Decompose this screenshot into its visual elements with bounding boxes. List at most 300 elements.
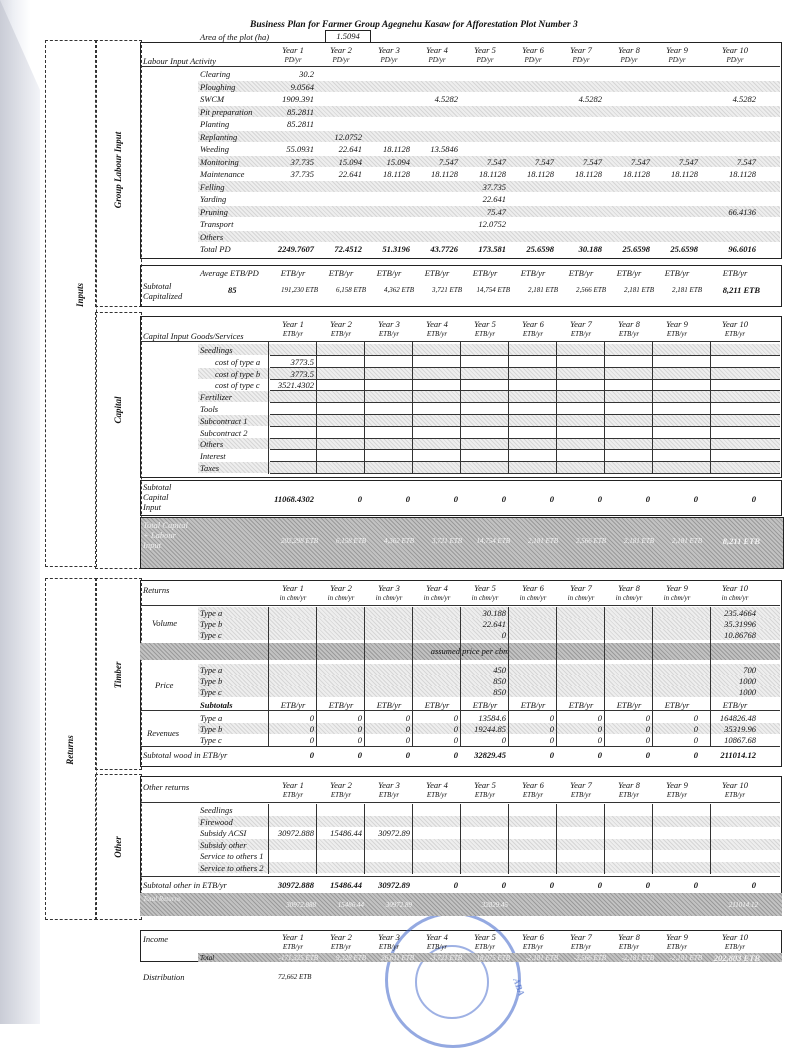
other-subtotal-cell: 0 (645, 880, 650, 890)
price-label: Price (155, 680, 174, 690)
price-y10-cell: 1000 (739, 687, 756, 697)
labour-activity-label: Replanting (200, 131, 238, 142)
wood-subtotal-cell: 0 (645, 750, 650, 760)
other-subtotal-label: Subtotal other in ETB/yr (143, 880, 227, 890)
labour-cell: 7.547 (438, 156, 458, 167)
labour-subtotal-cell: 2,181 ETB (672, 286, 702, 294)
total-input-cell: 2,181 ETB (624, 537, 654, 545)
labour-cell: 7.547 (678, 156, 698, 167)
other-grid-col (412, 804, 413, 874)
volume-label: Volume (152, 618, 178, 628)
income-unit-header: ETB/yr (282, 943, 304, 951)
timber-grid-col (652, 607, 653, 747)
total-returns-cell: 30972.888 (286, 901, 316, 909)
timber-etb-unit: ETB/yr (328, 700, 354, 710)
income-total-cell: 18,075 ETB (476, 954, 510, 962)
income-total-cell: -2,566 ETB (573, 954, 606, 962)
revenues-label: Revenues (147, 728, 180, 738)
timber-header: Returns (143, 585, 170, 595)
timber-header-divider (140, 605, 780, 606)
capital-subtotal-cell: 0 (597, 494, 602, 504)
capital-grid-line (270, 390, 780, 391)
revenue-cell: 0 (645, 724, 650, 734)
volume-type-label: Type c (200, 630, 222, 640)
labour-unit-header: PD/yr (284, 56, 302, 64)
labour-cell: 18.1128 (479, 169, 506, 179)
labour-cell: 85.2811 (287, 119, 314, 129)
total-returns-cell: 211014.12 (728, 901, 758, 909)
labour-cell: 18.1128 (383, 169, 410, 179)
subsidy-cell: 15486.44 (330, 828, 362, 838)
income-year-header: Year 4 (426, 932, 448, 942)
total-input-cell: 3,721 ETB (432, 537, 462, 545)
revenue-type-label: Type a (200, 713, 223, 723)
capital-subtotal-cell: 0 (357, 494, 362, 504)
other-grid-col (460, 804, 461, 874)
other-subtotal-cell: 0 (597, 880, 602, 890)
labour-cell: 12.0752 (478, 219, 506, 229)
labour-cell: 37.735 (290, 169, 314, 179)
timber-etb-unit: ETB/yr (616, 700, 642, 710)
labour-cell: 25.6598 (526, 244, 554, 254)
timber-grid-col (412, 607, 413, 747)
timber-unit-header: in cbm/yr (663, 594, 691, 602)
labour-cell: 4.5282 (434, 94, 458, 104)
income-year-header: Year 8 (618, 932, 640, 942)
labour-etb-unit: ETB/yr (520, 268, 546, 278)
labour-year-header: Year 9 (666, 45, 688, 55)
labour-subtotal-cell: 191,230 ETB (281, 286, 318, 294)
capital-subtotal-cell: 0 (693, 494, 698, 504)
revenue-type-label: Type c (200, 735, 222, 745)
labour-cell: 4.5282 (578, 94, 602, 104)
labour-cell: 7.547 (630, 156, 650, 167)
total-input-cell: 2,566 ETB (576, 537, 606, 545)
capital-item-label: Subcontract 1 (200, 415, 248, 426)
income-unit-header: ETB/yr (618, 943, 640, 951)
capital-unit-header: ETB/yr (426, 330, 448, 338)
other-unit-header: ETB/yr (618, 791, 640, 799)
revenue-cell: 35319.96 (724, 724, 756, 734)
revenue-cell: 10867.68 (724, 735, 756, 745)
labour-cell: 96.6016 (728, 244, 756, 254)
timber-grid-col (604, 607, 605, 747)
timber-grid-col (556, 607, 557, 747)
labour-cell: 72.4512 (334, 244, 362, 254)
labour-activity-label: Pruning (200, 206, 228, 217)
timber-year-header: Year 10 (722, 583, 748, 593)
timber-etb-unit: ETB/yr (424, 700, 450, 710)
wood-subtotal-cell: 0 (597, 750, 602, 760)
labour-etb-unit: ETB/yr (568, 268, 594, 278)
average-value: 85 (228, 285, 237, 295)
capital-year-header: Year 7 (570, 319, 592, 329)
seedling-cost-cell: 3773.5 (290, 356, 314, 367)
total-input-cell: 202,298 ETB (281, 537, 318, 545)
total-returns-cell: 30972.89 (385, 901, 412, 909)
labour-unit-header: PD/yr (572, 56, 590, 64)
total-input-cell: 4,362 ETB (384, 537, 414, 545)
labour-subtotal-label: Subtotal Capitalized (143, 281, 183, 301)
income-year-header: Year 5 (474, 932, 496, 942)
other-item-label: Service to others 1 (200, 851, 264, 861)
income-year-header: Year 7 (570, 932, 592, 942)
inputs-frame (45, 40, 97, 567)
page-title: Business Plan for Farmer Group Agegnehu Kasaw for Afforestation Plot Number 3 (250, 20, 578, 30)
labour-cell: 18.1128 (671, 169, 698, 179)
page-fold-shadow (0, 0, 40, 1024)
other-sub-divider (140, 876, 780, 877)
labour-cell: 173.581 (478, 244, 506, 254)
labour-unit-header: PD/yr (524, 56, 542, 64)
subtotals-label: Subtotals (200, 700, 233, 710)
subsidy-cell: 30972.888 (277, 828, 314, 838)
other-item-label: Service to others 2 (200, 862, 264, 873)
average-label: Average ETB/PD (200, 268, 259, 278)
other-label: Other (113, 836, 123, 858)
revenue-cell: 0 (645, 735, 650, 745)
labour-row-band (198, 131, 780, 142)
capital-row-band (198, 391, 780, 402)
timber-etb-unit: ETB/yr (722, 700, 748, 710)
capital-unit-header: ETB/yr (618, 330, 640, 338)
capital-grid-col (268, 342, 269, 474)
returns-label: Returns (65, 735, 75, 765)
capital-row-band (198, 438, 780, 449)
labour-year-header: Year 4 (426, 45, 448, 55)
other-year-header: Year 1 (282, 780, 304, 790)
timber-etb-unit: ETB/yr (568, 700, 594, 710)
assumed-price-note: assumed price per cbm (430, 646, 510, 656)
income-total-cell: 26,611 ETB (381, 954, 414, 962)
total-input-cell: 8,211 ETB (722, 536, 760, 546)
income-unit-header: ETB/yr (330, 943, 352, 951)
revenue-cell: 19244.85 (474, 724, 506, 734)
other-subtotal-cell: 30972.888 (277, 880, 314, 890)
capital-row-band (198, 462, 780, 473)
subsidy-cell: 30972.89 (378, 828, 410, 838)
other-unit-header: ETB/yr (666, 791, 688, 799)
capital-grid-line (270, 379, 780, 380)
labour-cell: 13.5846 (430, 144, 458, 154)
labour-cell: 18.1128 (729, 169, 756, 179)
labour-etb-unit: ETB/yr (616, 268, 642, 278)
revenue-cell: 0 (453, 724, 458, 734)
revenue-cell: 0 (693, 724, 698, 734)
other-unit-header: ETB/yr (474, 791, 496, 799)
other-grid-col (268, 804, 269, 874)
revenue-cell: 0 (693, 713, 698, 723)
revenue-cell: 0 (597, 724, 602, 734)
capital-item-label: cost of type b (215, 368, 261, 379)
labour-header: Labour Input Activity (143, 56, 217, 66)
income-total-cell: -2,181 ETB (621, 954, 654, 962)
labour-year-header: Year 1 (282, 45, 304, 55)
timber-year-header: Year 6 (522, 583, 544, 593)
capital-year-header: Year 10 (722, 319, 748, 329)
timber-grid-col (508, 607, 509, 747)
capital-unit-header: ETB/yr (570, 330, 592, 338)
labour-etb-unit: ETB/yr (472, 268, 498, 278)
capital-grid-col (508, 342, 509, 474)
total-returns-label: Total Returns (143, 895, 181, 903)
labour-cell: 18.1128 (527, 169, 554, 179)
labour-cell: 22.641 (338, 144, 362, 154)
income-total-cell: -2,181 ETB (669, 954, 702, 962)
capital-item-label: cost of type a (215, 356, 261, 367)
volume-y5-cell: 0 (501, 630, 506, 640)
group-labour-label: Group Labour Input (113, 131, 123, 209)
income-total-cell: -2,181 ETB (525, 954, 558, 962)
income-total-cell: 9,328 ETB (336, 954, 366, 962)
labour-cell: 18.1128 (383, 144, 410, 154)
labour-year-header: Year 7 (570, 45, 592, 55)
labour-unit-header: PD/yr (476, 56, 494, 64)
labour-subtotal-cell: 2,181 ETB (624, 286, 654, 294)
price-y10-cell: 700 (743, 665, 756, 675)
timber-grid-col (316, 607, 317, 747)
income-year-header: Year 3 (378, 932, 400, 942)
revenue-cell: 0 (405, 735, 410, 745)
capital-year-header: Year 9 (666, 319, 688, 329)
income-total-label: Total (200, 954, 215, 962)
income-year-header: Year 9 (666, 932, 688, 942)
other-subtotal-cell: 0 (549, 880, 554, 890)
wood-subtotal-cell: 0 (453, 750, 458, 760)
timber-unit-header: in cbm/yr (423, 594, 451, 602)
other-row-band (198, 816, 780, 827)
timber-year-header: Year 2 (330, 583, 352, 593)
capital-grid-col (556, 342, 557, 474)
revenue-cell: 164826.48 (719, 713, 756, 723)
timber-unit-header: in cbm/yr (615, 594, 643, 602)
labour-activity-label: Weeding (200, 144, 229, 154)
wood-subtotal-cell: 211014.12 (720, 750, 756, 760)
wood-subtotal-cell: 0 (357, 750, 362, 760)
revenue-cell: 0 (453, 735, 458, 745)
revenue-cell: 0 (357, 724, 362, 734)
revenue-cell: 0 (645, 713, 650, 723)
capital-unit-header: ETB/yr (522, 330, 544, 338)
labour-subtotal-cell: 3,721 ETB (432, 286, 462, 294)
revenue-cell: 13584.6 (478, 713, 506, 723)
labour-cell: 4.5282 (732, 94, 756, 104)
capital-row-band (198, 415, 780, 426)
capital-grid-col (364, 342, 365, 474)
timber-year-header: Year 7 (570, 583, 592, 593)
total-input-cell: 2,181 ETB (528, 537, 558, 545)
inputs-label: Inputs (75, 282, 85, 308)
other-year-header: Year 2 (330, 780, 352, 790)
capital-grid-col (460, 342, 461, 474)
price-y5-cell: 850 (493, 676, 506, 686)
capital-unit-header: ETB/yr (474, 330, 496, 338)
labour-cell: 75.47 (486, 206, 506, 217)
income-year-header: Year 2 (330, 932, 352, 942)
other-unit-header: ETB/yr (282, 791, 304, 799)
capital-grid-col (412, 342, 413, 474)
labour-cell: 51.3196 (382, 244, 410, 254)
capital-subtotal-cell: 0 (405, 494, 410, 504)
other-item-label: Seedlings (200, 805, 233, 815)
labour-cell: 7.547 (582, 156, 602, 167)
labour-unit-header: PD/yr (428, 56, 446, 64)
labour-activity-label: Pit preparation (200, 106, 253, 117)
wood-subtotal-cell: 0 (693, 750, 698, 760)
capital-subtotal-cell: 0 (645, 494, 650, 504)
revenue-cell: 0 (597, 713, 602, 723)
wood-subtotal-cell: 0 (549, 750, 554, 760)
capital-item-label: cost of type c (215, 380, 260, 391)
labour-activity-label: Ploughing (200, 81, 236, 92)
timber-grid-col (460, 607, 461, 747)
capital-subtotal-cell: 0 (501, 494, 506, 504)
capital-year-header: Year 4 (426, 319, 448, 329)
timber-unit-header: in cbm/yr (567, 594, 595, 602)
income-unit-header: ETB/yr (474, 943, 496, 951)
other-subtotal-cell: 15486.44 (330, 880, 362, 890)
other-subtotal-cell: 0 (453, 880, 458, 890)
other-unit-header: ETB/yr (724, 791, 746, 799)
labour-subtotal-cell: 2,181 ETB (528, 286, 558, 294)
labour-activity-label: Monitoring (200, 156, 239, 167)
labour-cell: 7.547 (534, 156, 554, 167)
price-y5-cell: 450 (493, 665, 506, 675)
other-item-label: Firewood (200, 816, 233, 827)
other-grid-col (364, 804, 365, 874)
other-grid-col (710, 804, 711, 874)
capital-grid-line (270, 449, 780, 450)
labour-year-header: Year 6 (522, 45, 544, 55)
capital-grid-line (270, 367, 780, 368)
revenue-cell: 0 (501, 735, 506, 745)
labour-cell: 7.547 (736, 156, 756, 167)
other-unit-header: ETB/yr (570, 791, 592, 799)
other-subtotal-cell: 0 (693, 880, 698, 890)
capital-grid-line (270, 402, 780, 403)
total-returns-cell: 15486.44 (337, 901, 364, 909)
capital-label: Capital (113, 396, 123, 424)
area-label: Area of the plot (ha) (200, 32, 270, 42)
labour-unit-header: PD/yr (332, 56, 350, 64)
revenue-cell: 0 (357, 735, 362, 745)
capital-grid-line (270, 461, 780, 462)
revenue-cell: 0 (405, 724, 410, 734)
other-subtotal-cell: 0 (501, 880, 506, 890)
seedling-cost-cell: 3773.5 (290, 368, 314, 379)
labour-cell: 9.0564 (290, 81, 314, 92)
labour-year-header: Year 2 (330, 45, 352, 55)
labour-cell: 18.1128 (575, 169, 602, 179)
income-unit-header: ETB/yr (522, 943, 544, 951)
labour-cell: 66.4136 (728, 206, 756, 217)
timber-year-header: Year 4 (426, 583, 448, 593)
capital-grid-col (604, 342, 605, 474)
labour-unit-header: PD/yr (668, 56, 686, 64)
labour-etb-unit: ETB/yr (722, 268, 748, 278)
labour-cell: 37.735 (290, 156, 314, 167)
revenue-cell: 0 (693, 735, 698, 745)
capital-item-label: Others (200, 439, 224, 450)
capital-item-label: Seedlings (200, 345, 233, 355)
total-input-label: Total Capital + Labour Input (143, 520, 188, 550)
other-year-header: Year 6 (522, 780, 544, 790)
other-unit-header: ETB/yr (378, 791, 400, 799)
other-unit-header: ETB/yr (426, 791, 448, 799)
capital-grid-line (270, 414, 780, 415)
timber-year-header: Year 8 (618, 583, 640, 593)
labour-header-divider (140, 66, 780, 67)
labour-year-header: Year 8 (618, 45, 640, 55)
total-input-cell: 2,181 ETB (672, 537, 702, 545)
labour-etb-unit: ETB/yr (328, 268, 354, 278)
timber-unit-header: in cbm/yr (471, 594, 499, 602)
volume-type-label: Type b (200, 619, 223, 629)
labour-row-band (198, 231, 780, 242)
other-unit-header: ETB/yr (522, 791, 544, 799)
capital-row-band (198, 344, 780, 355)
labour-etb-unit: ETB/yr (424, 268, 450, 278)
timber-grid-col (364, 607, 365, 747)
capital-unit-header: ETB/yr (378, 330, 400, 338)
wood-subtotal-cell: 32829.45 (474, 750, 506, 760)
labour-activity-label: Others (200, 231, 224, 242)
other-header-divider (140, 802, 780, 803)
price-type-label: Type c (200, 687, 222, 697)
revenue-cell: 0 (309, 724, 314, 734)
other-subtotal-cell: 30972.89 (378, 880, 410, 890)
labour-cell: 37.735 (482, 181, 506, 192)
labour-etb-unit: ETB/yr (280, 268, 306, 278)
capital-item-label: Fertilizer (200, 392, 233, 403)
other-item-label: Subsidy other (200, 839, 247, 850)
labour-subtotal-cell: 6,158 ETB (336, 286, 366, 294)
labour-cell: 18.1128 (623, 169, 650, 179)
other-subtotal-cell: 0 (751, 880, 756, 890)
labour-cell: 30.2 (299, 69, 314, 79)
income-year-header: Year 6 (522, 932, 544, 942)
labour-cell: 30.188 (578, 244, 602, 254)
revenue-cell: 0 (549, 735, 554, 745)
timber-label: Timber (113, 661, 123, 689)
capital-grid-line (270, 473, 780, 474)
price-type-label: Type a (200, 665, 223, 675)
other-item-label: Subsidy ACSI (200, 828, 247, 838)
total-returns-cell: 32829.45 (481, 901, 508, 909)
other-grid-col (652, 804, 653, 874)
income-unit-header: ETB/yr (570, 943, 592, 951)
labour-cell: 18.1128 (431, 169, 458, 179)
price-type-label: Type b (200, 676, 223, 686)
timber-year-header: Year 1 (282, 583, 304, 593)
capital-year-header: Year 2 (330, 319, 352, 329)
labour-cell: 1909.391 (282, 94, 314, 104)
capital-header: Capital Input Goods/Services (143, 331, 244, 341)
labour-etb-unit: ETB/yr (376, 268, 402, 278)
labour-cell: 55.0931 (286, 144, 314, 154)
distribution-label: Distribution (143, 972, 185, 982)
timber-year-header: Year 3 (378, 583, 400, 593)
labour-activity-label: Clearing (200, 69, 231, 79)
other-year-header: Year 4 (426, 780, 448, 790)
other-year-header: Year 3 (378, 780, 400, 790)
volume-y5-cell: 30.188 (482, 608, 506, 618)
revenue-cell: 0 (453, 713, 458, 723)
other-year-header: Year 8 (618, 780, 640, 790)
income-unit-header: ETB/yr (666, 943, 688, 951)
volume-y5-cell: 22.641 (482, 619, 506, 629)
labour-cell: 7.547 (486, 156, 506, 167)
